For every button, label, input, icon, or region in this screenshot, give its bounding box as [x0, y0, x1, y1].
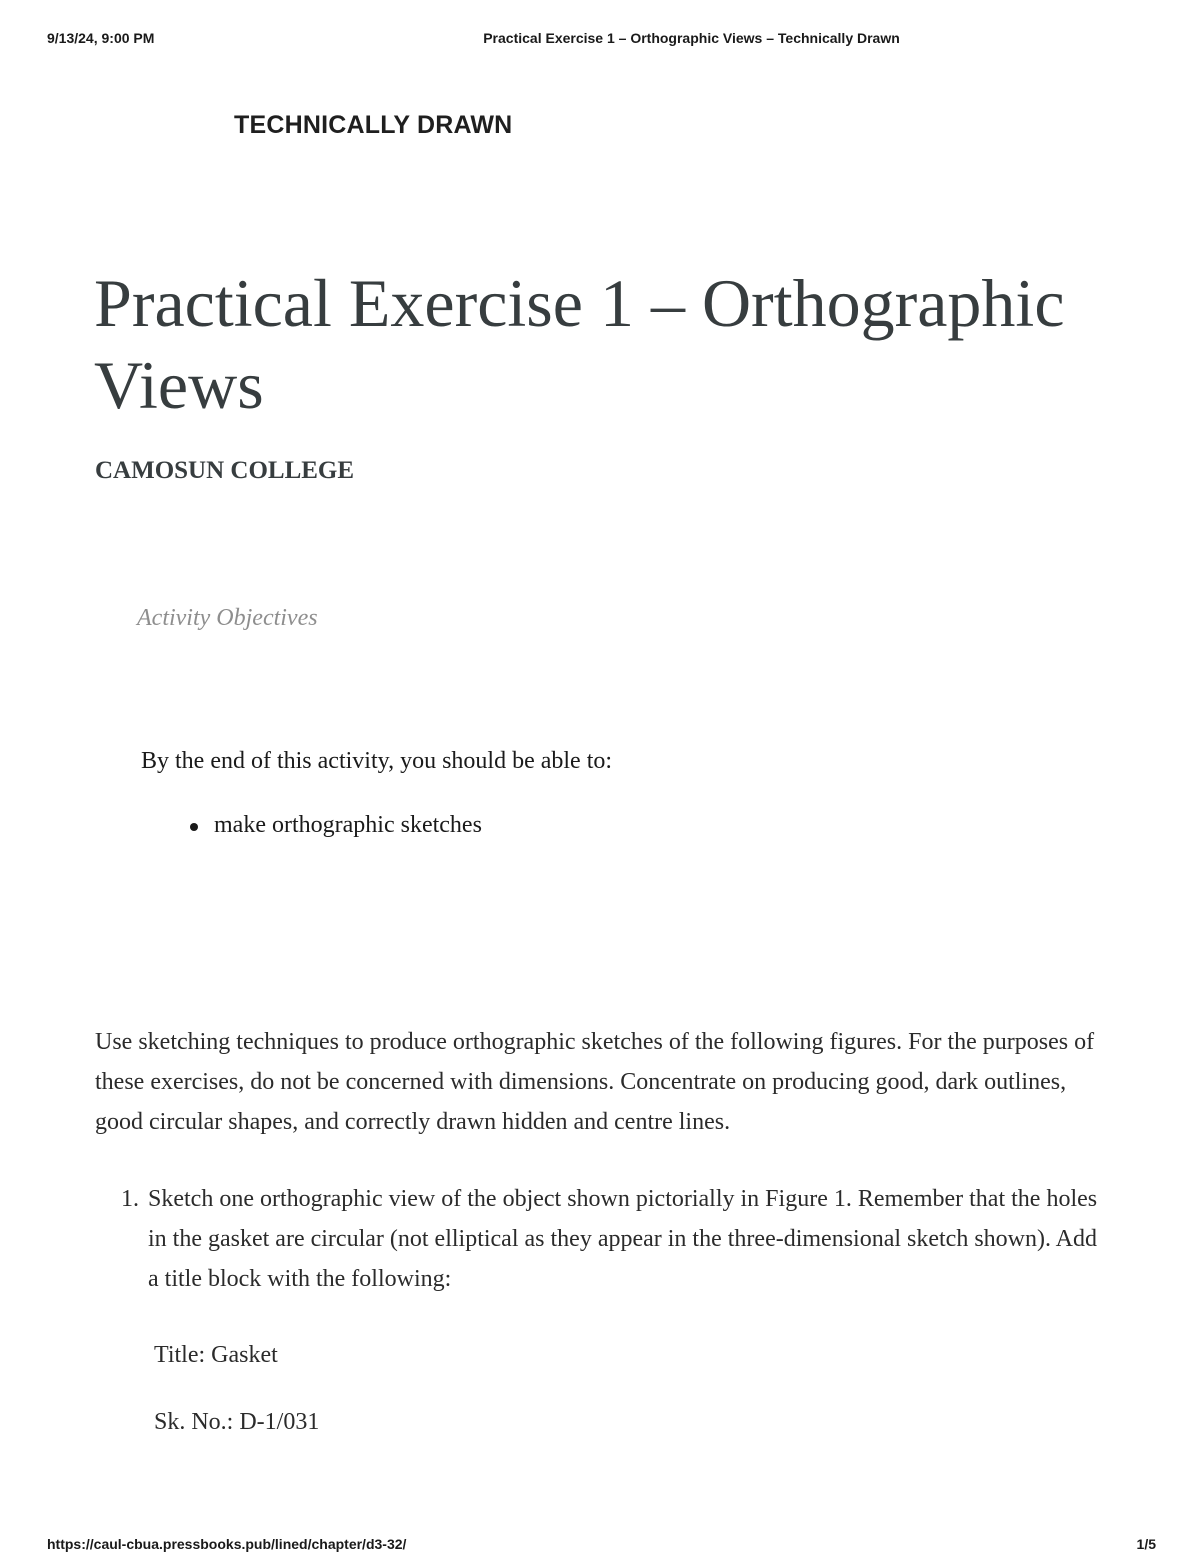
list-item [95, 1179, 1105, 1299]
objectives-list [184, 812, 482, 839]
objective-text: make orthographic sketches [214, 812, 482, 838]
title-block-title: Title: Gasket [154, 1342, 278, 1368]
print-header [47, 30, 1156, 50]
title-block-sketch-number: Sk. No.: D-1/031 [154, 1409, 320, 1435]
print-page-title: Practical Exercise 1 – Orthographic Views – Technically Drawn [483, 30, 900, 46]
print-page-number: 1/5 [1136, 1536, 1156, 1552]
exercise-number: 1. [121, 1186, 139, 1212]
print-url: https://caul-cbua.pressbooks.pub/lined/chapter/d3-32/ [47, 1536, 407, 1552]
site-brand-link[interactable]: TECHNICALLY DRAWN [234, 111, 513, 139]
intro-paragraph: Use sketching techniques to produce orthographic sketches of the following figures. For the purposes of these exercises, do not be concerned with dimensions. Concentrate on producing good, dark outlines, good circular shapes, and correctly drawn hidden and centre lines. [95, 1029, 1095, 1135]
exercise-list [95, 1179, 1105, 1299]
print-datetime: 9/13/24, 9:00 PM [47, 30, 155, 46]
chapter-title: Practical Exercise 1 – Orthographic Views [94, 265, 1065, 423]
exercise-text: Sketch one orthographic view of the object shown pictorially in Figure 1. Remember that the holes in the gasket are circular (not elliptical as they appear in the three-dimensional sketch shown). Add a title block with the following: [148, 1186, 1098, 1292]
chapter-author: CAMOSUN COLLEGE [95, 457, 355, 484]
print-footer [47, 1536, 1156, 1556]
objectives-heading: Activity Objectives [137, 605, 318, 631]
bullet-icon [190, 823, 198, 831]
objectives-intro: By the end of this activity, you should be able to: [141, 748, 613, 774]
list-item [184, 812, 482, 839]
